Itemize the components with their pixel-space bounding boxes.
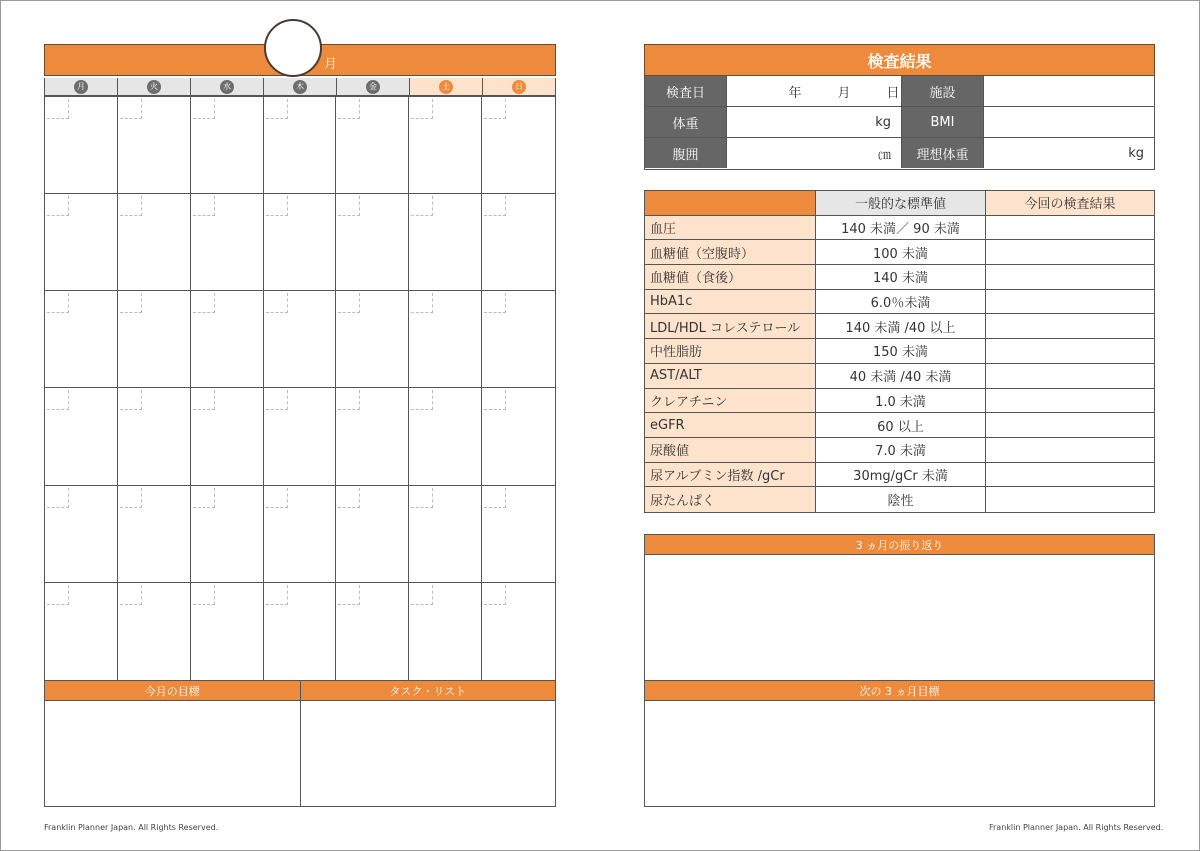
date-number-box xyxy=(411,99,433,119)
lab-table-header xyxy=(645,191,1154,216)
info-row-waist xyxy=(645,138,1154,168)
lab-item-name: AST/ALT xyxy=(645,364,816,388)
calendar-day-cell[interactable] xyxy=(118,97,191,194)
weekday-header-row xyxy=(44,78,556,97)
lab-item-result-field[interactable] xyxy=(986,314,1154,338)
monthly-goal-header: 今月の目標 xyxy=(45,681,300,701)
calendar-day-cell[interactable] xyxy=(191,486,264,583)
calendar-day-cell[interactable] xyxy=(264,97,337,194)
next-three-month-goal-header: 次の 3 ヵ月目標 xyxy=(645,681,1154,701)
lab-item-standard: 140 未満 xyxy=(816,265,986,289)
ideal-weight-label: 理想体重 xyxy=(902,138,984,168)
date-number-box xyxy=(193,293,215,313)
date-number-box xyxy=(484,196,506,216)
results-title: 検査結果 xyxy=(644,44,1155,76)
info-row-date xyxy=(645,76,1154,107)
weekday-cell xyxy=(337,78,410,95)
calendar-day-cell[interactable] xyxy=(482,388,555,485)
lab-item-standard: 60 以上 xyxy=(816,413,986,437)
calendar-day-cell[interactable] xyxy=(118,388,191,485)
ideal-weight-field[interactable] xyxy=(984,138,1154,168)
weekday-badge: 日 xyxy=(512,80,526,94)
date-number-box xyxy=(266,585,288,605)
lab-rows xyxy=(645,216,1154,512)
lab-item-result-field[interactable] xyxy=(986,389,1154,413)
weekday-cell xyxy=(410,78,483,95)
date-number-box xyxy=(338,99,360,119)
calendar-day-cell[interactable] xyxy=(45,583,118,680)
calendar-day-cell[interactable] xyxy=(482,291,555,388)
date-number-box xyxy=(120,488,142,508)
three-month-review-header: 3 ヵ月の振り返り xyxy=(645,535,1154,555)
lab-item-result-field[interactable] xyxy=(986,364,1154,388)
review-section xyxy=(644,534,1155,807)
date-number-box xyxy=(266,99,288,119)
lab-item-result-field[interactable] xyxy=(986,216,1154,240)
date-number-box xyxy=(120,390,142,410)
lab-row xyxy=(645,216,1154,241)
date-number-box xyxy=(338,390,360,410)
date-number-box xyxy=(411,585,433,605)
date-number-box xyxy=(193,585,215,605)
calendar-day-cell[interactable] xyxy=(191,97,264,194)
footer-copyright-left: Franklin Planner Japan. All Rights Reserved. xyxy=(44,823,219,832)
lab-item-standard: 1.0 未満 xyxy=(816,389,986,413)
lab-row xyxy=(645,265,1154,290)
date-number-box xyxy=(47,99,69,119)
weekday-badge: 土 xyxy=(439,80,453,94)
lab-row xyxy=(645,290,1154,315)
lab-item-result-field[interactable] xyxy=(986,487,1154,512)
lab-item-name: クレアチニン xyxy=(645,389,816,413)
date-number-box xyxy=(193,99,215,119)
month-number-circle[interactable] xyxy=(264,19,322,77)
calendar-day-cell[interactable] xyxy=(118,291,191,388)
date-number-box xyxy=(411,196,433,216)
lab-item-standard: 140 未満／ 90 未満 xyxy=(816,216,986,240)
date-number-box xyxy=(47,488,69,508)
weight-unit: kg xyxy=(875,114,891,130)
weekday-badge: 金 xyxy=(366,80,380,94)
weekday-badge: 月 xyxy=(74,80,88,94)
calendar-day-cell[interactable] xyxy=(264,388,337,485)
lab-item-result-field[interactable] xyxy=(986,463,1154,487)
date-number-box xyxy=(411,390,433,410)
calendar-day-cell[interactable] xyxy=(191,291,264,388)
lab-row xyxy=(645,364,1154,389)
calendar-day-cell[interactable] xyxy=(409,291,482,388)
calendar-day-cell[interactable] xyxy=(264,194,337,291)
calendar-day-cell[interactable] xyxy=(336,486,409,583)
date-number-box xyxy=(338,293,360,313)
calendar-day-cell[interactable] xyxy=(45,194,118,291)
lab-row xyxy=(645,339,1154,364)
date-number-box xyxy=(338,585,360,605)
date-number-box xyxy=(411,488,433,508)
lab-item-standard: 150 未満 xyxy=(816,339,986,363)
calendar-day-cell[interactable] xyxy=(191,194,264,291)
calendar-day-cell[interactable] xyxy=(336,97,409,194)
lab-row xyxy=(645,438,1154,463)
date-number-box xyxy=(47,585,69,605)
lab-header-result: 今回の検査結果 xyxy=(986,191,1154,215)
lab-item-standard: 陰性 xyxy=(816,487,986,512)
task-list-header: タスク・リスト xyxy=(301,681,556,701)
lab-item-result-field[interactable] xyxy=(986,240,1154,264)
date-number-box xyxy=(266,390,288,410)
lab-item-standard: 7.0 未満 xyxy=(816,438,986,462)
lab-item-standard: 140 未満 /40 以上 xyxy=(816,314,986,338)
lab-item-result-field[interactable] xyxy=(986,290,1154,314)
date-number-box xyxy=(484,99,506,119)
date-number-box xyxy=(484,585,506,605)
weight-label: 体重 xyxy=(645,107,727,137)
calendar-day-cell[interactable] xyxy=(482,486,555,583)
calendar-day-cell[interactable] xyxy=(45,291,118,388)
waist-field[interactable] xyxy=(727,138,902,168)
calendar-day-cell[interactable] xyxy=(482,97,555,194)
waist-unit: ㎝ xyxy=(877,147,891,163)
date-number-box xyxy=(120,293,142,313)
results-info-table xyxy=(644,76,1155,170)
date-number-box xyxy=(47,196,69,216)
date-number-box xyxy=(266,488,288,508)
date-number-box xyxy=(484,488,506,508)
ideal-weight-unit: kg xyxy=(1128,145,1144,161)
lab-item-result-field[interactable] xyxy=(986,413,1154,437)
date-month-label: 月 xyxy=(837,85,851,101)
date-number-box xyxy=(193,488,215,508)
lab-header-standard: 一般的な標準値 xyxy=(816,191,986,215)
calendar-day-cell[interactable] xyxy=(409,583,482,680)
bmi-field[interactable] xyxy=(984,107,1154,137)
calendar-day-cell[interactable] xyxy=(264,583,337,680)
date-number-box xyxy=(411,293,433,313)
calendar-day-cell[interactable] xyxy=(264,291,337,388)
lab-item-name: 尿アルブミン指数 /gCr xyxy=(645,463,816,487)
lab-item-result-field[interactable] xyxy=(986,339,1154,363)
calendar-day-cell[interactable] xyxy=(409,486,482,583)
weekday-cell xyxy=(191,78,264,95)
date-number-box xyxy=(193,196,215,216)
lab-item-name: LDL/HDL コレステロール xyxy=(645,314,816,338)
lab-results-table xyxy=(644,190,1155,513)
calendar-day-cell[interactable] xyxy=(118,486,191,583)
footer-copyright-right: Franklin Planner Japan. All Rights Reserved. xyxy=(989,823,1164,832)
lab-item-name: eGFR xyxy=(645,413,816,437)
calendar-day-cell[interactable] xyxy=(118,583,191,680)
lab-item-name: 尿たんぱく xyxy=(645,487,816,512)
calendar-day-cell[interactable] xyxy=(45,486,118,583)
facility-field[interactable] xyxy=(984,76,1154,106)
lab-row xyxy=(645,389,1154,414)
lab-item-name: 血糖値（空腹時） xyxy=(645,240,816,264)
lab-item-name: 血圧 xyxy=(645,216,816,240)
date-number-box xyxy=(266,293,288,313)
weekday-badge: 木 xyxy=(293,80,307,94)
info-row-weight xyxy=(645,107,1154,138)
weight-field[interactable] xyxy=(727,107,902,137)
calendar-day-cell[interactable] xyxy=(336,388,409,485)
exam-date-field[interactable] xyxy=(727,76,902,106)
calendar-day-cell[interactable] xyxy=(409,194,482,291)
calendar-day-cell[interactable] xyxy=(45,388,118,485)
lab-item-name: 尿酸値 xyxy=(645,438,816,462)
calendar-day-cell[interactable] xyxy=(482,583,555,680)
lab-row xyxy=(645,487,1154,512)
weekday-badge: 水 xyxy=(220,80,234,94)
calendar-day-cell[interactable] xyxy=(336,194,409,291)
lab-item-standard: 30mg/gCr 未満 xyxy=(816,463,986,487)
calendar-day-cell[interactable] xyxy=(191,388,264,485)
date-number-box xyxy=(47,390,69,410)
date-number-box xyxy=(47,293,69,313)
monthly-goal-area[interactable] xyxy=(45,701,300,806)
month-label: 月 xyxy=(324,57,338,72)
exam-date-label: 検査日 xyxy=(645,76,727,106)
calendar-day-cell[interactable] xyxy=(336,583,409,680)
lab-item-standard: 100 未満 xyxy=(816,240,986,264)
lab-row xyxy=(645,314,1154,339)
date-number-box xyxy=(120,99,142,119)
lab-item-name: HbA1c xyxy=(645,290,816,314)
calendar-day-cell[interactable] xyxy=(409,388,482,485)
calendar-day-cell[interactable] xyxy=(118,194,191,291)
lab-item-name: 血糖値（食後） xyxy=(645,265,816,289)
lab-item-standard: 6.0％未満 xyxy=(816,290,986,314)
calendar-grid xyxy=(44,97,556,681)
weekday-cell xyxy=(45,78,118,95)
lab-item-result-field[interactable] xyxy=(986,438,1154,462)
calendar-day-cell[interactable] xyxy=(336,291,409,388)
lab-item-standard: 40 未満 /40 未満 xyxy=(816,364,986,388)
lab-item-name: 中性脂肪 xyxy=(645,339,816,363)
task-list-area[interactable] xyxy=(301,701,556,806)
weekday-cell xyxy=(118,78,191,95)
bmi-label: BMI xyxy=(902,107,984,137)
date-number-box xyxy=(193,390,215,410)
calendar-day-cell[interactable] xyxy=(482,194,555,291)
waist-label: 腹囲 xyxy=(645,138,727,168)
date-number-box xyxy=(266,196,288,216)
weekday-badge: 火 xyxy=(147,80,161,94)
three-month-review-area[interactable] xyxy=(645,555,1154,681)
monthly-goal-section xyxy=(45,681,300,806)
lab-header-blank xyxy=(645,191,816,215)
calendar-day-cell[interactable] xyxy=(191,583,264,680)
weekday-cell xyxy=(264,78,337,95)
date-number-box xyxy=(484,293,506,313)
monthly-notes xyxy=(44,681,556,807)
date-number-box xyxy=(120,196,142,216)
date-number-box xyxy=(338,488,360,508)
facility-label: 施設 xyxy=(902,76,984,106)
lab-row xyxy=(645,463,1154,488)
weekday-cell xyxy=(483,78,555,95)
date-year-label: 年 xyxy=(788,85,802,101)
lab-row xyxy=(645,413,1154,438)
date-number-box xyxy=(120,585,142,605)
calendar-day-cell[interactable] xyxy=(264,486,337,583)
date-day-label: 日 xyxy=(886,85,900,101)
calendar-day-cell[interactable] xyxy=(409,97,482,194)
date-number-box xyxy=(484,390,506,410)
task-list-section xyxy=(300,681,556,806)
lab-row xyxy=(645,240,1154,265)
calendar-day-cell[interactable] xyxy=(45,97,118,194)
date-number-box xyxy=(338,196,360,216)
lab-item-result-field[interactable] xyxy=(986,265,1154,289)
